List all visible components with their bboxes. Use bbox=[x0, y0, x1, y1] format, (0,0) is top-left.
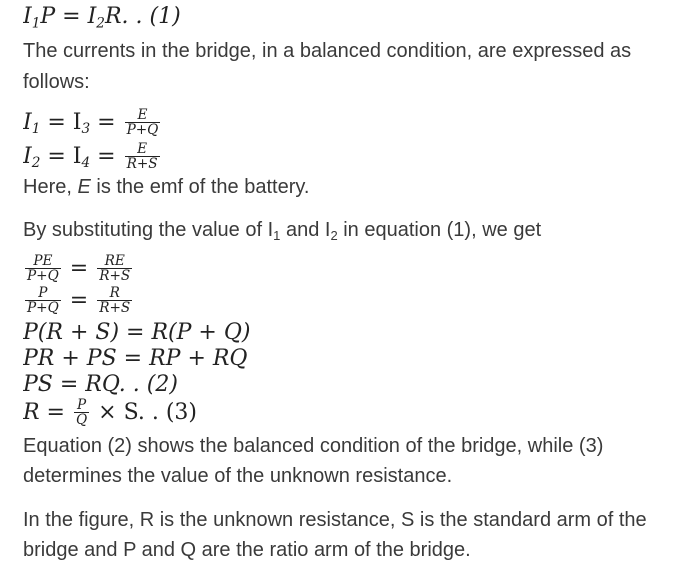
subst-post: in equation (1), we get bbox=[337, 219, 542, 241]
eq2-numerator: E bbox=[137, 107, 148, 123]
eq1-rhs: R. . (1) bbox=[104, 4, 181, 29]
eq3-a-sub: 2 bbox=[31, 155, 41, 172]
eq5-fraction-right bbox=[97, 286, 132, 316]
eq9-fraction bbox=[74, 398, 89, 428]
equation-p-r bbox=[23, 286, 134, 316]
equation-1 bbox=[23, 4, 181, 32]
eq2-eq: = I bbox=[40, 109, 82, 135]
eq2-a-sub: 1 bbox=[31, 121, 41, 138]
eq9-numerator: P bbox=[76, 397, 87, 413]
eq5-eq: = bbox=[62, 287, 96, 313]
eq4-den-left: P+Q bbox=[27, 268, 59, 285]
eq3-eq2: = bbox=[90, 143, 123, 169]
eq5-num-right: R bbox=[109, 285, 120, 301]
eq9-denominator: Q bbox=[75, 412, 88, 429]
paragraph-figure-line1: In the figure, R is the unknown resistance, S is the standard arm of the bbox=[23, 509, 647, 531]
eq3-eq: = I bbox=[40, 143, 82, 169]
subst-pre: By substituting the value of I bbox=[23, 219, 274, 241]
equation-i1-i3 bbox=[23, 108, 162, 138]
equation-3 bbox=[23, 398, 197, 428]
paragraph-currents-line1: The currents in the bridge, in a balanced condition, are expressed as bbox=[23, 40, 632, 62]
eq3-numerator: E bbox=[137, 141, 148, 157]
eq1-mid: P = I bbox=[40, 4, 97, 29]
paragraph-substituting bbox=[23, 215, 541, 245]
paragraph-balanced-line2: determines the value of the unknown resistance. bbox=[23, 465, 453, 487]
equation-distributed: PR + PS = RP + RQ bbox=[23, 346, 248, 371]
eq3-fraction bbox=[125, 142, 160, 172]
paragraph-balanced-line1: Equation (2) shows the balanced condition of the bridge, while (3) bbox=[23, 435, 604, 457]
eq2-a: I bbox=[23, 109, 32, 135]
equation-i2-i4 bbox=[23, 142, 162, 172]
eq1-lhs: I bbox=[23, 4, 32, 29]
eq4-num-left: PE bbox=[33, 253, 53, 269]
subst-sub1: 1 bbox=[273, 227, 281, 243]
subst-mid: and I bbox=[280, 219, 331, 241]
eq4-fraction-right bbox=[97, 254, 132, 284]
eq2-eq2: = bbox=[90, 109, 123, 135]
article-body bbox=[23, 0, 695, 563]
emf-var: E bbox=[77, 176, 91, 198]
eq3-a: I bbox=[23, 143, 32, 169]
equation-2: PS = RQ. . (2) bbox=[23, 372, 178, 397]
eq5-den-left: P+Q bbox=[27, 300, 59, 317]
paragraph-figure-line2: bridge and P and Q are the ratio arm of the bridge. bbox=[23, 539, 471, 561]
eq4-num-right: RE bbox=[104, 253, 125, 269]
eq4-den-right: R+S bbox=[99, 268, 131, 285]
subst-sub2: 2 bbox=[330, 227, 338, 243]
equation-pe-re bbox=[23, 254, 134, 284]
paragraph-emf bbox=[23, 172, 309, 202]
eq3-b-sub: 4 bbox=[81, 155, 91, 172]
eq9-lhs: R = bbox=[23, 399, 72, 425]
paragraph-currents-line2: follows: bbox=[23, 71, 90, 93]
emf-pre: Here, bbox=[23, 176, 78, 198]
eq4-eq: = bbox=[62, 255, 96, 281]
equation-expanded: P(R + S) = R(P + Q) bbox=[23, 320, 251, 345]
eq5-fraction-left bbox=[25, 286, 61, 316]
eq3-denominator: R+S bbox=[126, 156, 158, 173]
eq9-rhs: × S. . (3) bbox=[91, 399, 197, 425]
eq2-denominator: P+Q bbox=[126, 122, 159, 139]
eq2-fraction bbox=[125, 108, 161, 138]
eq5-den-right: R+S bbox=[99, 300, 131, 317]
eq2-b-sub: 3 bbox=[81, 121, 91, 138]
eq5-num-left: P bbox=[38, 285, 48, 301]
emf-post: is the emf of the battery. bbox=[90, 176, 310, 198]
eq1-sub2: 2 bbox=[96, 15, 105, 32]
eq1-sub1: 1 bbox=[31, 15, 41, 32]
eq4-fraction-left bbox=[25, 254, 61, 284]
